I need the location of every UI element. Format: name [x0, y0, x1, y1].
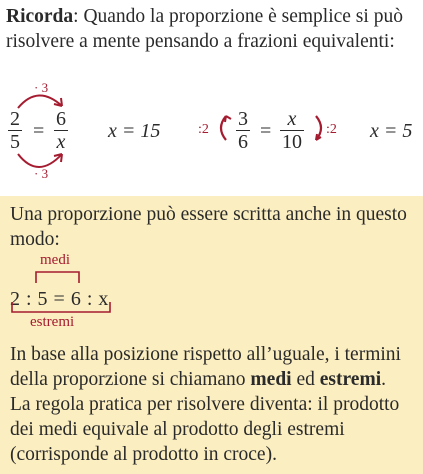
fraction-6-x: [54, 108, 68, 153]
divide-label-right: :2: [326, 122, 337, 137]
fraction-denominator: x: [54, 130, 68, 153]
fraction-numerator: 6: [56, 108, 66, 130]
fraction-denominator: 6: [238, 131, 248, 153]
intro-text: [6, 4, 416, 54]
equals-sign: =: [33, 120, 45, 142]
result-x-15: [108, 120, 160, 143]
result-text: x = 15: [108, 120, 161, 142]
divide-label-left: :2: [198, 122, 209, 137]
fraction-3-6: [236, 108, 250, 153]
multiply-label-bottom: · 3: [34, 166, 49, 181]
box-paragraph-2: [10, 342, 415, 392]
fraction-2-5: [8, 108, 22, 153]
intro-body: : Quando la proporzione è semplice si può risolvere a mente pensando a frazioni equivalenti:: [6, 6, 403, 52]
estremi-label: estremi: [30, 314, 75, 330]
intro-section: [0, 0, 423, 200]
intro-bold-label: Ricorda: [6, 6, 74, 27]
fraction-x-10: [280, 108, 304, 153]
result-x-5: [370, 120, 412, 143]
multiply-label-top: · 3: [34, 80, 49, 95]
box-paragraph-1: Una proporzione può essere scritta anche in questo modo:: [10, 204, 407, 250]
para2-text-b: ed: [291, 369, 320, 390]
fraction-denominator: 10: [282, 131, 302, 153]
box-paragraph-3: La regola pratica per risolvere diventa: il prodotto dei medi equivale al prodotto degli estremi (corrisponde al prodotto in croce).: [10, 394, 400, 465]
medi-term: medi: [250, 369, 292, 390]
medi-bracket: [34, 270, 84, 284]
equals-sign-2: =: [260, 120, 272, 142]
para2-text-c: .: [381, 369, 386, 390]
estremi-term: estremi: [319, 369, 382, 390]
fraction-numerator: 3: [238, 108, 248, 130]
para2-text-a: In base alla posizione rispetto all’uguale, i termini della proporzione si chiamano: [10, 344, 401, 390]
proportion-expression: 2 : 5 = 6 : x: [10, 288, 109, 310]
fraction-denominator: 5: [10, 131, 20, 153]
fraction-numerator: 2: [10, 108, 20, 130]
fraction-numerator: x: [287, 108, 297, 130]
medi-label: medi: [40, 252, 70, 268]
result-text: x = 5: [370, 120, 413, 142]
